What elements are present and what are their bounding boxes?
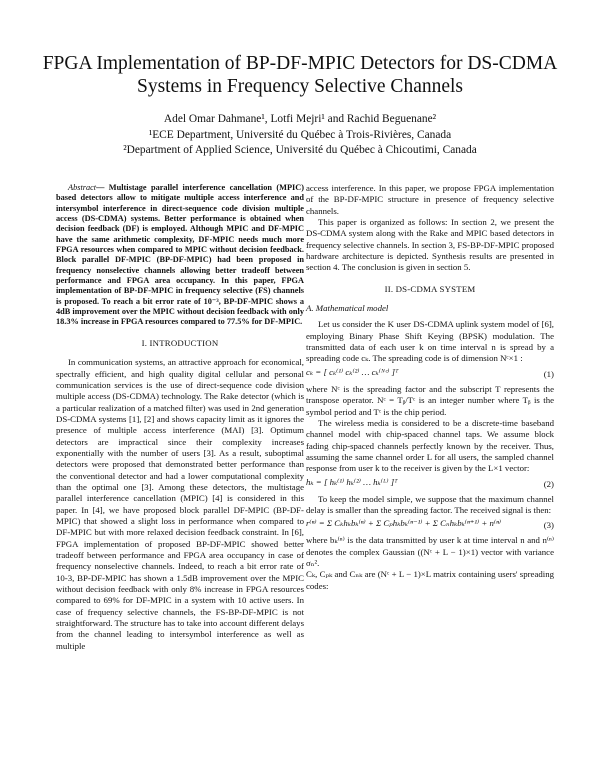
affiliation-2: ²Department of Applied Science, Université du Québec à Chicoutimi, Canada	[123, 144, 477, 156]
equation-2-number: (2)	[543, 478, 554, 489]
paragraph-continuation: access interference. In this paper, we propose FPGA implementation of the BP-DF-MPIC structure in presence of frequency selective channels.	[306, 183, 554, 216]
equation-3-body: r⁽ⁿ⁾ = Σ Cₖhₖbₖ⁽ⁿ⁾ + Σ Cₚhₖbₖ⁽ⁿ⁻¹⁾ + Σ Cₙhₖbₖ⁽ⁿ⁺¹⁾ + n⁽ⁿ⁾	[306, 518, 501, 529]
equation-3	[306, 518, 554, 533]
equation-2	[306, 477, 554, 492]
section-heading-ds-cdma: II. DS-CDMA SYSTEM	[384, 283, 476, 294]
equation-1-body: cₖ = [ cₖ⁽¹⁾ cₖ⁽²⁾ … cₖ⁽ᴺᶜ⁾ ]ᵀ	[306, 366, 399, 377]
abstract-label: Abstract	[68, 183, 97, 192]
paragraph-spreading-factor: where Nᶜ is the spreading factor and the subscript T represents the transpose operator. Nᶜ = Tᵦ/Tᶜ is an integer number where Tᵦ is the symbol period and Tᶜ is the chip period.	[306, 383, 554, 417]
subsection-heading-model: A. Mathematical model	[306, 303, 389, 314]
equation-1	[306, 367, 554, 382]
paragraph-received-signal: To keep the model simple, we suppose that the maximum channel delay is smaller than the spreading factor. The received signal is then:	[306, 493, 554, 515]
paragraph-organization: This paper is organized as follows: In section 2, we present the DS-CDMA system along with the Rake and MPIC based detectors in frequency selective channels. In section 3, FS-BP-DF-MPIC proposed hardware architecture is depicted. Synthesis results are presented in section 4. The conclusion is given in section 5.	[306, 217, 554, 273]
section-heading-introduction: I. INTRODUCTION	[141, 337, 219, 348]
equation-1-number: (1)	[543, 368, 554, 379]
paragraph-wireless-media: The wireless media is considered to be a discrete-time baseband channel model with chip-spaced channel taps. We assume block fading chip-spaced channels perfectly known by the receiver. Thus, assuming the same channel order L for all users, the sampled channel response from user k to the receiver is given by the L×1 vector:	[306, 417, 554, 474]
left-column	[56, 183, 304, 652]
affiliation-1: ¹ECE Department, Université du Québec à Trois-Rivières, Canada	[148, 128, 452, 141]
author-names: Adel Omar Dahmane¹, Lotfi Mejri¹ and Rachid Beguenane²	[163, 113, 437, 125]
paragraph-matrices: Cₖ, Cₚₖ and Cₙₖ are (Nᶜ + L − 1)×L matrix containing users' spreading codes:	[306, 569, 554, 591]
introduction-paragraph: In communication systems, an attractive approach for economical, spectrally efficient, and high quality digital cellular and personal communication services is the use of direct-sequence code division multiple access (DS-CDMA) technology. The Rake detector (which is a particular realization of a matched filter) was used in 2nd generation DS-CDMA systems [1], [2] and shows capacity limit as it ignores the presence of multiple access interference (MAI) [3]. Optimum detectors are impractical since their complexity increases exponentially with the number of users [3]. As a result, suboptimal detectors were proposed that demonstrated better performance than the conventional detector and had a lower computational complexity than the optimal one [3]. Among these detectors, the multistage parallel interference cancellation (MPIC) [4] is considered in this paper. In [4], we have proposed block parallel DF-MPIC (BP-DF-MPIC) that showed a slight loss in performance when compared to DF-MPIC but with more relaxed decision feedback constraint. In [6], FPGA implementation of proposed BP-DF-MPIC showed better tradeoff between performance and FPGA area occupancy in case of frequency nonselective channels. Indeed, to reach a bit error rate of 10-3, BP-DF-MPIC has shown a 1.5dB improvement over the MPIC without decision feedback with only 8% increase in FPGA resources compared to 69% for DF-MPIC in a system with 10 active users. In case of frequency selective channels, the FS-BP-DF-MPIC is not straightforward. The structure has to take into account different delays from the channel leading to intersymbol interference as well as multiple	[56, 357, 304, 651]
abstract-text: — Multistage parallel interference cancellation (MPIC) based detectors allow to mitigate multiple access interference and intersymbol interference in direct-sequence code division multiple access (DS-CDMA) systems. Better performance is obtained when decision feedback (DF) is employed. Although MPIC and DF-MPIC have the same arithmetic complexity, DF-MPIC needs much more FPGA resources when compared to MPIC without decision feedback. Block parallel DF-MPIC (BP-DF-MPIC) had been proposed in frequency nonselective channels allowing better tradeoff between performance and FPGA area occupancy. In this paper, FPGA implementation of BP-DF-MPIC in frequency selective (FS) channels is proposed. To reach a bit error rate of 10⁻³, BP-DF-MPIC shows a 4dB improvement over the MPIC without decision feedback with only 18.3% increase in FPGA resources compared to 77.5% for DF-MPIC.	[56, 183, 304, 327]
author-block	[40, 112, 560, 159]
paragraph-model: Let us consider the K user DS-CDMA uplink system model of [6], employing Binary Phase Shift Keying (BPSK) modulation. The transmitted data of each user k on time interval n is spread by a spreading code cₖ. The spreading code is of dimension Nᶜ×1 :	[306, 319, 554, 364]
abstract	[56, 183, 304, 328]
equation-2-body: hₖ = [ hₖ⁽¹⁾ hₖ⁽²⁾ … hₖ⁽ᴸ⁾ ]ᵀ	[306, 476, 398, 487]
paragraph-variables: where bₖ⁽ⁿ⁾ is the data transmitted by user k at time interval n and n⁽ⁿ⁾ denotes the complex Gaussian ((Nᶜ + L − 1)×1) vector with variance σₙ².	[306, 535, 554, 568]
right-column	[306, 183, 554, 592]
paper-title: FPGA Implementation of BP-DF-MPIC Detectors for DS-CDMA Systems in Frequency Selective Channels	[42, 53, 558, 97]
equation-3-number: (3)	[543, 520, 554, 531]
